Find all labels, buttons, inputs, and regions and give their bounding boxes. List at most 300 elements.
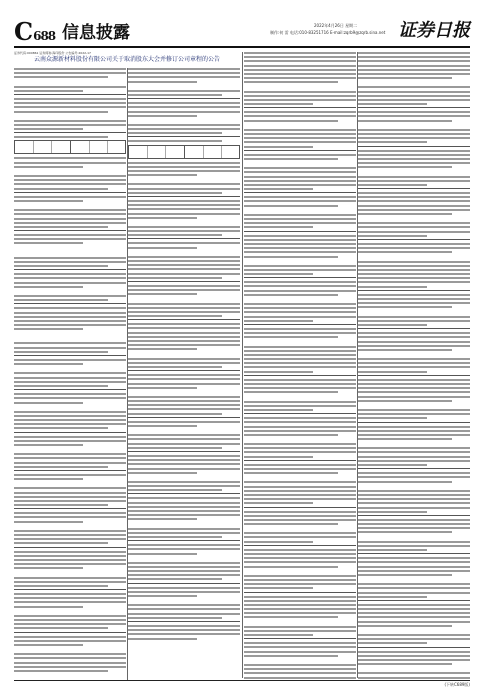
text-line [128,604,240,606]
text-line [14,320,126,322]
text-line [358,69,470,71]
text-line [244,56,356,58]
text-line [14,76,108,78]
editor-contact: 制作:何 雷 电话:010-83251716 E-mail:zqrb9@zqrb.sina.net [270,30,386,35]
stock-code-line: 证券代码:000861 证券简称:海印股份 公告编号:2022-17 [14,51,91,55]
text-line [358,141,427,143]
continuation-note: (下转C689版) [444,682,470,687]
text-line [128,468,240,470]
text-line [128,285,240,287]
text-line [358,65,470,67]
text-line [358,205,470,207]
text-line [128,536,222,538]
text-line [244,188,313,190]
text-line [358,400,452,402]
text-line [14,372,126,374]
section-divider [14,470,126,471]
text-line [128,264,240,266]
text-line [244,426,356,428]
text-line [14,196,126,198]
text-line [358,137,470,139]
text-line [358,557,470,559]
text-line [244,176,356,178]
text-line [358,541,470,543]
section-divider [244,192,356,193]
text-line [128,200,240,202]
text-line [14,662,126,664]
text-line [128,188,240,190]
text-line [14,242,83,244]
text-line [358,651,470,653]
text-line [244,226,313,228]
text-line [14,179,126,181]
text-line [128,124,240,126]
text-line [358,235,427,237]
section-divider [128,621,240,622]
text-line [358,362,470,364]
text-line [358,672,470,674]
text-line [14,72,126,74]
text-line [128,323,240,325]
text-line [244,115,356,117]
text-line [14,474,126,476]
text-line [244,456,313,458]
text-line [14,415,126,417]
section-letter: C [14,17,33,46]
text-line [358,366,470,368]
text-line [128,208,240,210]
text-line [14,644,83,646]
text-line [128,166,240,168]
text-line [128,472,197,474]
text-line [358,99,470,101]
section-divider [128,319,240,320]
text-line [14,423,126,425]
text-line [358,95,470,97]
text-line [14,534,126,536]
text-line [128,413,222,415]
text-line [358,659,470,661]
text-line [244,391,338,393]
text-line [128,447,222,449]
text-line [358,430,470,432]
text-line [128,336,240,338]
text-line [244,600,356,602]
text-line [128,434,240,436]
text-line [128,332,240,334]
text-line [358,438,452,440]
text-line [358,608,470,610]
text-line [244,371,313,373]
text-line [358,476,470,478]
text-line [244,146,313,148]
text-line [358,371,427,373]
text-line [358,226,470,228]
text-line [14,363,83,365]
text-line [14,377,126,379]
text-line [358,434,470,436]
text-line [358,60,470,62]
text-line [358,209,470,211]
text-line [244,167,356,169]
section-divider [244,324,356,325]
text-line [128,115,197,117]
text-line [244,405,356,407]
text-line [128,595,197,597]
text-line [244,133,356,135]
text-line [128,217,197,219]
page-code [14,17,56,48]
text-line [358,379,470,381]
text-line [14,619,126,621]
text-line [244,69,356,71]
text-line [244,141,356,143]
text-line [14,351,108,353]
text-line [244,184,356,186]
text-line [244,494,356,496]
text-line [128,348,197,350]
text-line [128,268,240,270]
text-line [14,277,126,279]
text-line [358,332,470,334]
text-line [14,90,83,92]
text-line [358,111,470,113]
text-line [128,566,240,568]
text-line [128,617,222,619]
brand-logo: 证券日报 [398,20,470,41]
text-line [244,218,356,220]
text-line [358,273,470,275]
text-line [358,502,470,504]
text-line [128,421,240,423]
text-line [358,298,470,300]
text-line [244,273,313,275]
section-divider [14,269,126,270]
text-line [244,235,356,237]
text-line [14,188,108,190]
text-line [244,447,356,449]
text-line [128,68,240,70]
text-line [244,486,356,488]
text-line [14,577,126,579]
text-line [244,154,356,156]
text-line [358,566,470,568]
section-divider [244,375,356,376]
text-column-4 [358,52,470,680]
text-line [128,106,240,108]
text-line [244,451,356,453]
data-table [14,140,126,154]
text-line [244,366,356,368]
text-line [14,226,108,228]
text-line [128,213,240,215]
text-line [358,527,470,529]
text-line [358,561,470,563]
text-line [14,563,126,565]
text-line [128,587,240,589]
text-line [14,436,126,438]
text-line [128,608,240,610]
section-divider [14,432,126,433]
text-line [244,200,356,202]
footer-rule [14,680,470,681]
text-line [358,570,470,572]
text-line [128,502,240,504]
text-line [358,596,427,598]
text-line [14,307,126,309]
text-column-1 [14,68,126,678]
text-line [14,496,126,498]
text-line [358,498,470,500]
text-line [14,124,126,126]
text-line [244,536,356,538]
text-line [14,397,126,399]
text-line [358,115,470,117]
text-line [358,176,470,178]
text-line [14,316,126,318]
text-line [358,604,470,606]
section-divider [128,98,240,99]
text-line [128,497,240,499]
text-line [128,340,240,342]
text-line [358,583,470,585]
text-line [244,336,338,338]
section-divider [358,107,470,108]
section-divider [358,328,470,329]
text-line [358,86,470,88]
text-line [128,162,240,164]
text-line [128,90,240,92]
text-line [244,91,356,93]
text-line [358,413,470,415]
text-line [358,56,470,58]
text-line [128,514,240,516]
section-divider [128,238,240,239]
section-divider [358,188,470,189]
text-line [244,634,313,636]
text-line [358,166,452,168]
text-line [14,530,126,532]
text-line [358,196,470,198]
section-divider [358,468,470,469]
text-line [14,453,126,455]
text-line [358,200,470,202]
text-line [358,91,470,93]
text-line [358,523,470,525]
text-line [244,612,356,614]
section-divider [128,493,240,494]
text-line [14,440,126,442]
text-line [358,281,470,283]
text-line [14,128,83,130]
section-divider [358,146,470,147]
text-line [14,542,108,544]
text-line [358,387,470,389]
text-line [358,265,470,267]
text-line [14,324,126,326]
text-line [128,629,240,631]
text-line [358,261,470,263]
text-column-2 [128,68,240,678]
text-line [128,358,240,360]
text-line [244,557,356,559]
section-divider [128,196,240,197]
text-line [244,401,356,403]
text-line [244,383,356,385]
text-line [244,532,356,534]
text-line [244,285,356,287]
text-line [128,378,240,380]
text-line [244,269,356,271]
text-line [14,427,108,429]
text-line [14,593,126,595]
text-line [128,485,240,487]
text-line [358,464,427,466]
section-divider [14,355,126,356]
section-divider [244,592,356,593]
text-line [14,487,126,489]
text-line [14,521,83,523]
text-line [244,281,356,283]
text-line [14,444,83,446]
text-line [128,374,240,376]
text-line [128,387,197,389]
text-line [14,653,126,655]
section-divider [14,192,126,193]
text-line [14,209,126,211]
text-line [244,265,356,267]
text-line [244,646,356,648]
text-line [14,615,126,617]
text-line [14,385,108,387]
text-line [358,316,470,318]
text-line [358,677,470,679]
text-line [244,481,356,483]
text-line [244,541,313,543]
text-line [14,457,126,459]
text-line [14,111,108,113]
text-line [358,302,470,304]
text-line [128,81,197,83]
text-line [128,132,222,134]
section-divider [128,451,240,452]
text-line [358,120,452,122]
text-line [244,579,356,581]
text-line [244,417,356,419]
text-line [128,307,240,309]
text-line [358,621,470,623]
text-line [358,349,452,351]
text-line [14,393,126,395]
text-line [244,111,356,113]
text-line [358,231,470,233]
text-line [358,642,427,644]
section-divider [128,136,240,137]
text-line [244,515,356,517]
text-line [244,290,356,292]
text-line [14,312,126,314]
text-line [128,463,240,465]
text-line [128,94,222,96]
text-line [244,409,313,411]
text-line [14,136,108,138]
text-line [14,381,126,383]
text-line [14,183,126,185]
text-line [244,52,356,54]
text-line [244,519,356,521]
text-line [244,350,356,352]
text-line [244,616,338,618]
text-line [128,111,240,113]
text-line [14,601,126,603]
text-line [358,129,470,131]
section-divider [128,370,240,371]
text-line [244,379,356,381]
text-line [244,421,356,423]
text-line [14,86,126,88]
text-line [358,417,427,419]
text-line [244,95,356,97]
text-line [358,592,470,594]
text-line [358,490,470,492]
text-line [14,657,126,659]
text-line [128,532,240,534]
text-line [128,140,222,142]
text-line [128,562,240,564]
text-line [128,443,240,445]
text-line [14,597,126,599]
text-line [244,561,356,563]
text-line [244,587,313,589]
text-line [244,81,338,83]
text-line [14,200,83,202]
section-divider [14,547,126,548]
text-line [244,672,356,674]
text-line [14,257,126,259]
text-line [244,502,313,504]
text-line [128,256,240,258]
text-line [244,60,356,62]
text-line [14,419,126,421]
text-line [358,426,470,428]
text-line [14,559,126,561]
text-line [128,578,222,580]
section-divider [14,632,126,633]
section-divider [128,583,240,584]
text-line [128,574,240,576]
text-line [358,396,470,398]
text-line [244,77,356,79]
text-line [128,510,240,512]
text-line [128,404,240,406]
text-line [358,663,452,665]
text-line [358,447,470,449]
text-line [128,72,240,74]
text-column-3 [244,52,356,680]
text-line [14,585,108,587]
text-line [14,222,126,224]
text-line [14,282,126,284]
text-line [244,346,356,348]
text-line [128,591,240,593]
text-line [244,294,338,296]
text-line [244,575,356,577]
text-line [244,655,338,657]
text-line [358,409,470,411]
text-line [128,553,197,555]
section-divider [14,94,126,95]
text-line [244,316,356,318]
